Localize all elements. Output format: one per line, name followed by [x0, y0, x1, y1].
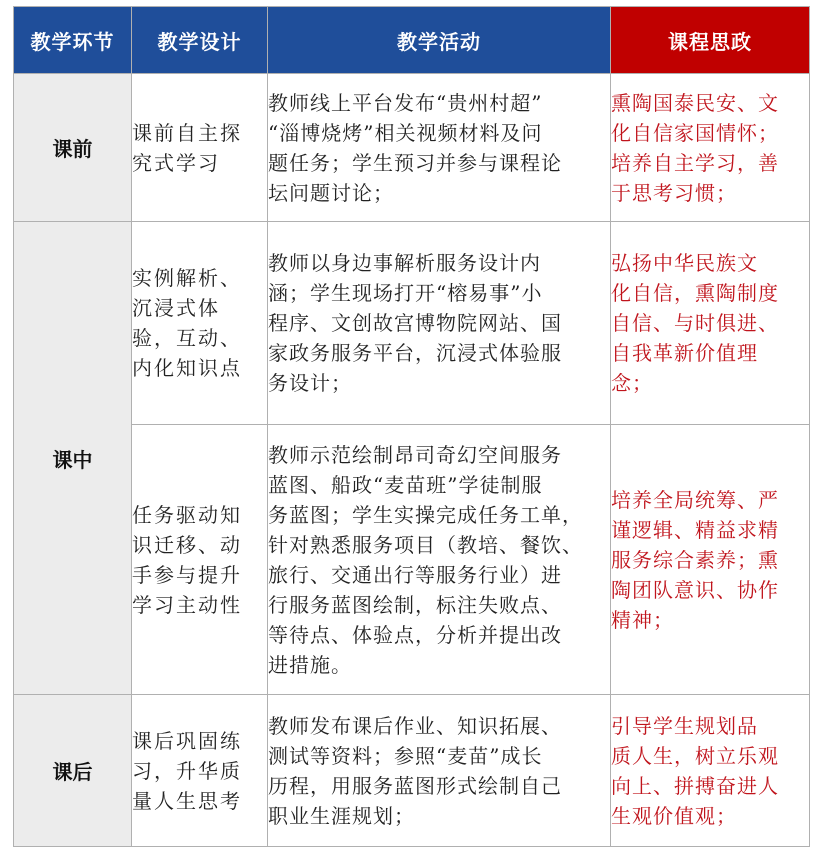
activity-text: 教师发布课后作业、知识拓展、 测试等资料；参照“麦苗”成长 历程，用服务蓝图形式绘制自己 职业生涯规划；	[268, 713, 562, 828]
design-cell	[132, 74, 268, 222]
activity-cell	[268, 425, 611, 695]
design-text: 实例解析、 沉浸式体 验，互动、 内化知识点	[132, 266, 242, 380]
activity-text: 教师示范绘制昂司奇幻空间服务 蓝图、船政“麦苗班”学徒制服 务蓝图；学生实操完成任务工单， 针对熟悉服务项目（教培、餐饮、 旅行、交通出行等服务行业）进 行服务蓝图绘制，标注失败点、 等待点、体验点，分析并提出改 进措施。	[268, 442, 583, 677]
header-stage: 教学环节	[14, 7, 132, 74]
design-cell	[132, 695, 268, 847]
activity-text: 教师以身边事解析服务设计内 涵；学生现场打开“榕易事”小 程序、文创故宫博物院网站、国 家政务服务平台，沉浸式体验服 务设计；	[268, 251, 562, 395]
activity-text: 教师线上平台发布“贵州村超” “淄博烧烤”相关视频材料及问 题任务；学生预习并参与课程论 坛问题讨论；	[268, 90, 562, 205]
table-row-pre-class	[14, 74, 810, 222]
activity-cell	[268, 222, 611, 425]
stage-cell-pre-class: 课前	[14, 74, 132, 222]
ideology-cell	[611, 74, 810, 222]
stage-cell-post-class: 课后	[14, 695, 132, 847]
ideology-text: 弘扬中华民族文 化自信，熏陶制度 自信、与时俱进、 自我革新价值理 念；	[611, 251, 779, 395]
header-ideology: 课程思政	[611, 7, 810, 74]
ideology-cell	[611, 222, 810, 425]
design-cell	[132, 222, 268, 425]
teaching-design-table	[13, 6, 810, 847]
ideology-cell	[611, 695, 810, 847]
table-row-in-class-2	[14, 425, 810, 695]
header-design: 教学设计	[132, 7, 268, 74]
ideology-text: 熏陶国泰民安、文 化自信家国情怀； 培养自主学习，善 于思考习惯；	[611, 90, 779, 205]
ideology-text: 培养全局统筹、严 谨逻辑、精益求精 服务综合素养；熏 陶团队意识、协作 精神；	[611, 487, 779, 632]
activity-cell	[268, 74, 611, 222]
activity-cell	[268, 695, 611, 847]
stage-cell-in-class: 课中	[14, 222, 132, 695]
design-text: 任务驱动知 识迁移、动 手参与提升 学习主动性	[132, 502, 242, 617]
design-text: 课后巩固练 习，升华质 量人生思考	[132, 728, 242, 813]
table-row-post-class	[14, 695, 810, 847]
header-activity: 教学活动	[268, 7, 611, 74]
design-text: 课前自主探 究式学习	[132, 120, 242, 175]
header-row	[14, 7, 810, 74]
ideology-cell	[611, 425, 810, 695]
ideology-text: 引导学生规划品 质人生，树立乐观 向上、拼搏奋进人 生观价值观；	[611, 713, 779, 828]
table-row-in-class-1	[14, 222, 810, 425]
design-cell	[132, 425, 268, 695]
